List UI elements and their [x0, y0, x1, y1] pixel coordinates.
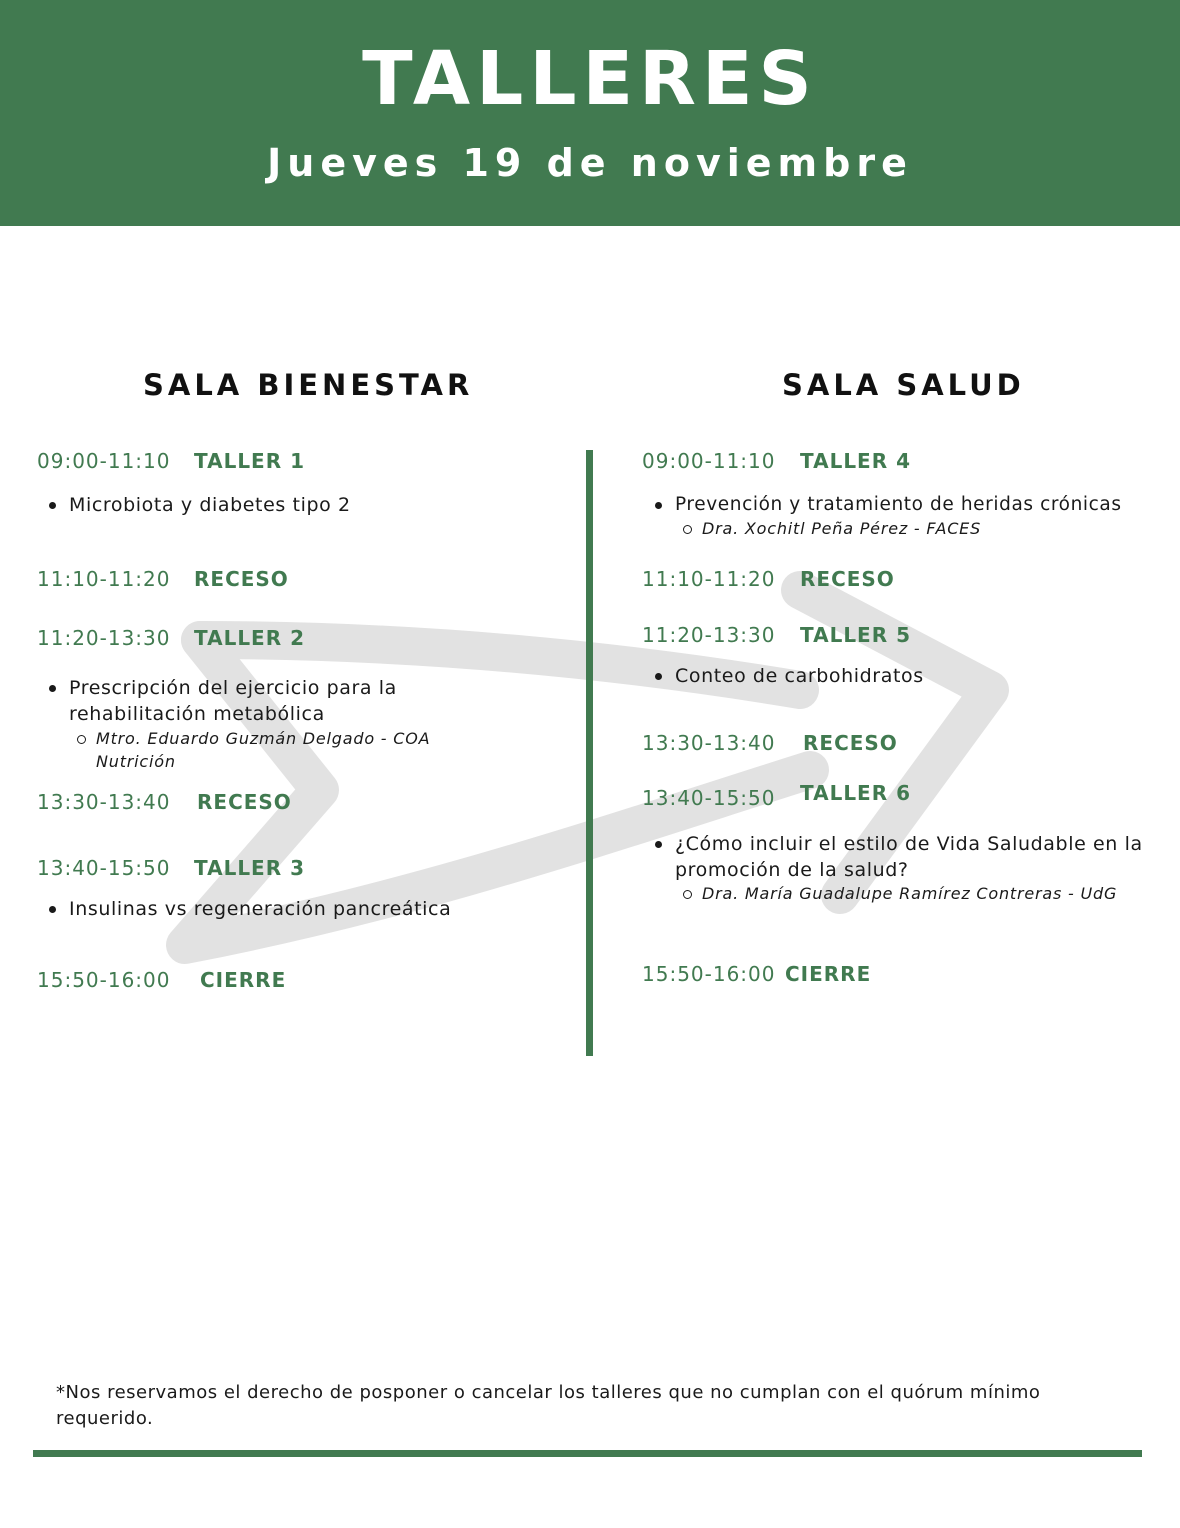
workshop-topic: ¿Cómo incluir el estilo de Vida Saludable en la promoción de la salud? [675, 831, 1150, 883]
slot-time: 13:30-13:40 [37, 790, 171, 814]
slot-time: 13:40-15:50 [37, 856, 171, 880]
slot-time: 13:40-15:50 [642, 786, 776, 810]
slot-label: CIERRE [785, 962, 872, 986]
slot-label: TALLER 3 [194, 856, 305, 880]
workshop-topic: Conteo de carbohidratos [675, 663, 1155, 689]
room-title-salud: SALA SALUD [782, 368, 1025, 402]
footnote: *Nos reservamos el derecho de posponer o cancelar los talleres que no cumplan con el quórum mínimo requerido. [56, 1382, 1041, 1429]
slot-label: RECESO [197, 790, 292, 814]
slot-time: 15:50-16:00 [642, 962, 776, 986]
page-subtitle: Jueves 19 de noviembre [267, 141, 913, 185]
footer-divider [33, 1450, 1142, 1457]
workshop-topic: Prevención y tratamiento de heridas crónicas [675, 492, 1175, 518]
workshop-speaker: Dra. Xochitl Peña Pérez - FACES [702, 517, 1152, 540]
slot-time: 11:20-13:30 [37, 626, 171, 650]
slot-label: TALLER 2 [194, 626, 305, 650]
slot-time: 09:00-11:10 [37, 449, 171, 473]
slot-label: RECESO [800, 567, 895, 591]
slot-time: 11:20-13:30 [642, 623, 776, 647]
workshop-topic: Prescripción del ejercicio para la rehabilitación metabólica [69, 675, 469, 727]
header-banner [0, 0, 1180, 226]
slot-label: TALLER 1 [194, 449, 305, 473]
slot-label: RECESO [194, 567, 289, 591]
column-divider [586, 450, 593, 1056]
room-title-bienestar: SALA BIENESTAR [143, 368, 474, 402]
workshop-topic: Microbiota y diabetes tipo 2 [69, 492, 549, 518]
slot-label: TALLER 5 [800, 623, 911, 647]
slot-label: TALLER 4 [800, 449, 911, 473]
slot-time: 11:10-11:20 [642, 567, 776, 591]
page-title: TALLERES [362, 36, 818, 122]
slot-label: CIERRE [200, 968, 287, 992]
workshop-speaker: Dra. María Guadalupe Ramírez Contreras - UdG [702, 882, 1122, 905]
slot-label: TALLER 6 [800, 781, 911, 805]
workshop-topic: Insulinas vs regeneración pancreática [69, 896, 569, 922]
slot-time: 11:10-11:20 [37, 567, 171, 591]
slot-time: 15:50-16:00 [37, 968, 171, 992]
slot-time: 09:00-11:10 [642, 449, 776, 473]
slot-time: 13:30-13:40 [642, 731, 776, 755]
workshop-speaker: Mtro. Eduardo Guzmán Delgado - COA Nutrición [96, 727, 516, 773]
slot-label: RECESO [803, 731, 898, 755]
